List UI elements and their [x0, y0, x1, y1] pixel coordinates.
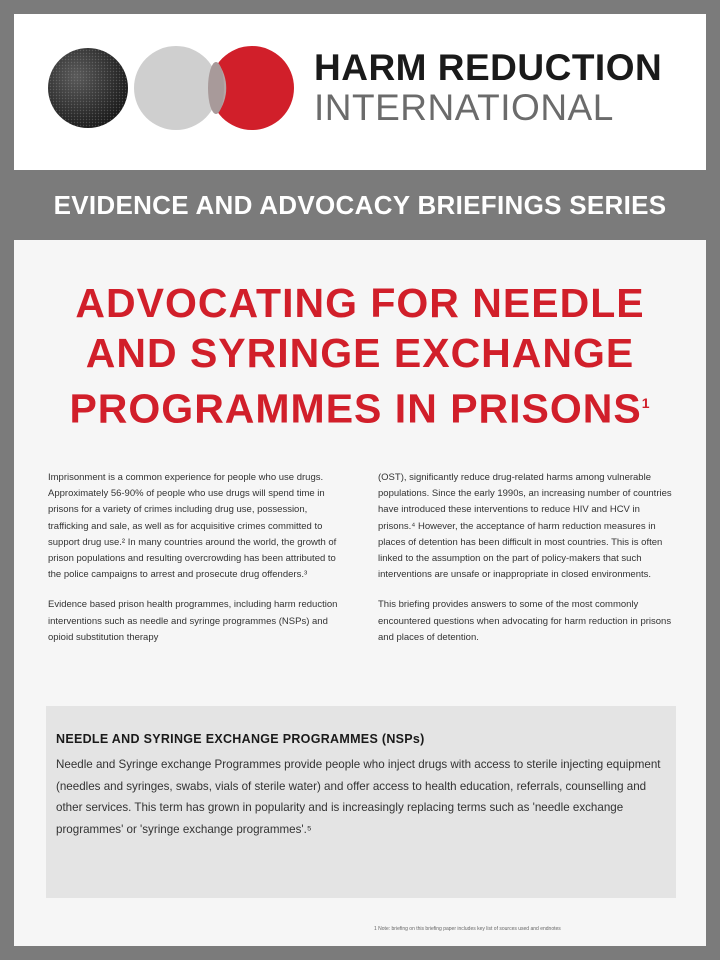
title-line-3: PROGRAMMES IN PRISONS [69, 385, 642, 432]
left-paragraph-2: Evidence based prison health programmes, including harm reduction interventions such as needle and syringe programmes (NSPs) and opioid substitution therapy [48, 599, 338, 643]
series-title: EVIDENCE AND ADVOCACY BRIEFINGS SERIES [53, 189, 667, 220]
nsp-definition-box [46, 706, 676, 898]
series-banner [0, 170, 720, 240]
footnote: 1 Note: briefing on this briefing paper includes key list of sources used and endnotes [374, 926, 561, 932]
right-column [378, 470, 676, 660]
left-column [48, 470, 342, 660]
header [14, 14, 706, 170]
brand-name [314, 48, 662, 128]
nsp-box-heading: NEEDLE AND SYRINGE EXCHANGE PROGRAMMES (NSPs) [56, 732, 425, 746]
title-line-1: ADVOCATING FOR NEEDLE [75, 280, 645, 326]
title-line-3-wrap [14, 378, 706, 434]
briefing-page [14, 14, 706, 946]
left-paragraph-1: Imprisonment is a common experience for people who use drugs. Approximately 56-90% of people who use drugs will spend time in prisons for a variety of crimes including drug use, possession, trafficking and sale, as well as for acquisitive crimes committed to support drug use.² In many countries around the world, the growth of prison populations and resulting overcrowding has been attributed to the police campaigns to arrest and prosecute drug offenders.³ [48, 472, 337, 581]
title-line-2: AND SYRINGE EXCHANGE [85, 330, 635, 376]
hri-logo [46, 40, 304, 136]
brand-line-2: INTERNATIONAL [314, 87, 614, 128]
document-title [14, 278, 706, 434]
right-paragraph-1: (OST), significantly reduce drug-related harms among vulnerable populations. Since the early 1990s, an increasing number of countries have introduced these interventions to reduce HIV and HCV in prisons.⁴ However, the acceptance of harm reduction measures in places of detention has been difficult in most countries. This is often linked to the assumption on the part of policy-makers that such interventions are unsafe or inappropriate in closed environments. [378, 472, 672, 581]
nsp-box-body: Needle and Syringe exchange Programmes provide people who inject drugs with access to sterile injecting equipment (needles and syringes, swabs, vials of sterile water) and offer access to health education, referrals, counselling and other services. This term has grown in popularity and is increasingly replacing terms such as 'needle exchange programmes' or 'syringe exchange programmes'.⁵ [56, 758, 661, 836]
brand-line-1: HARM REDUCTION [314, 47, 663, 88]
right-paragraph-2: This briefing provides answers to some of the most commonly encountered questions when advocating for harm reduction in prisons and places of detention. [378, 599, 672, 643]
title-footnote-ref: 1 [641, 395, 651, 411]
